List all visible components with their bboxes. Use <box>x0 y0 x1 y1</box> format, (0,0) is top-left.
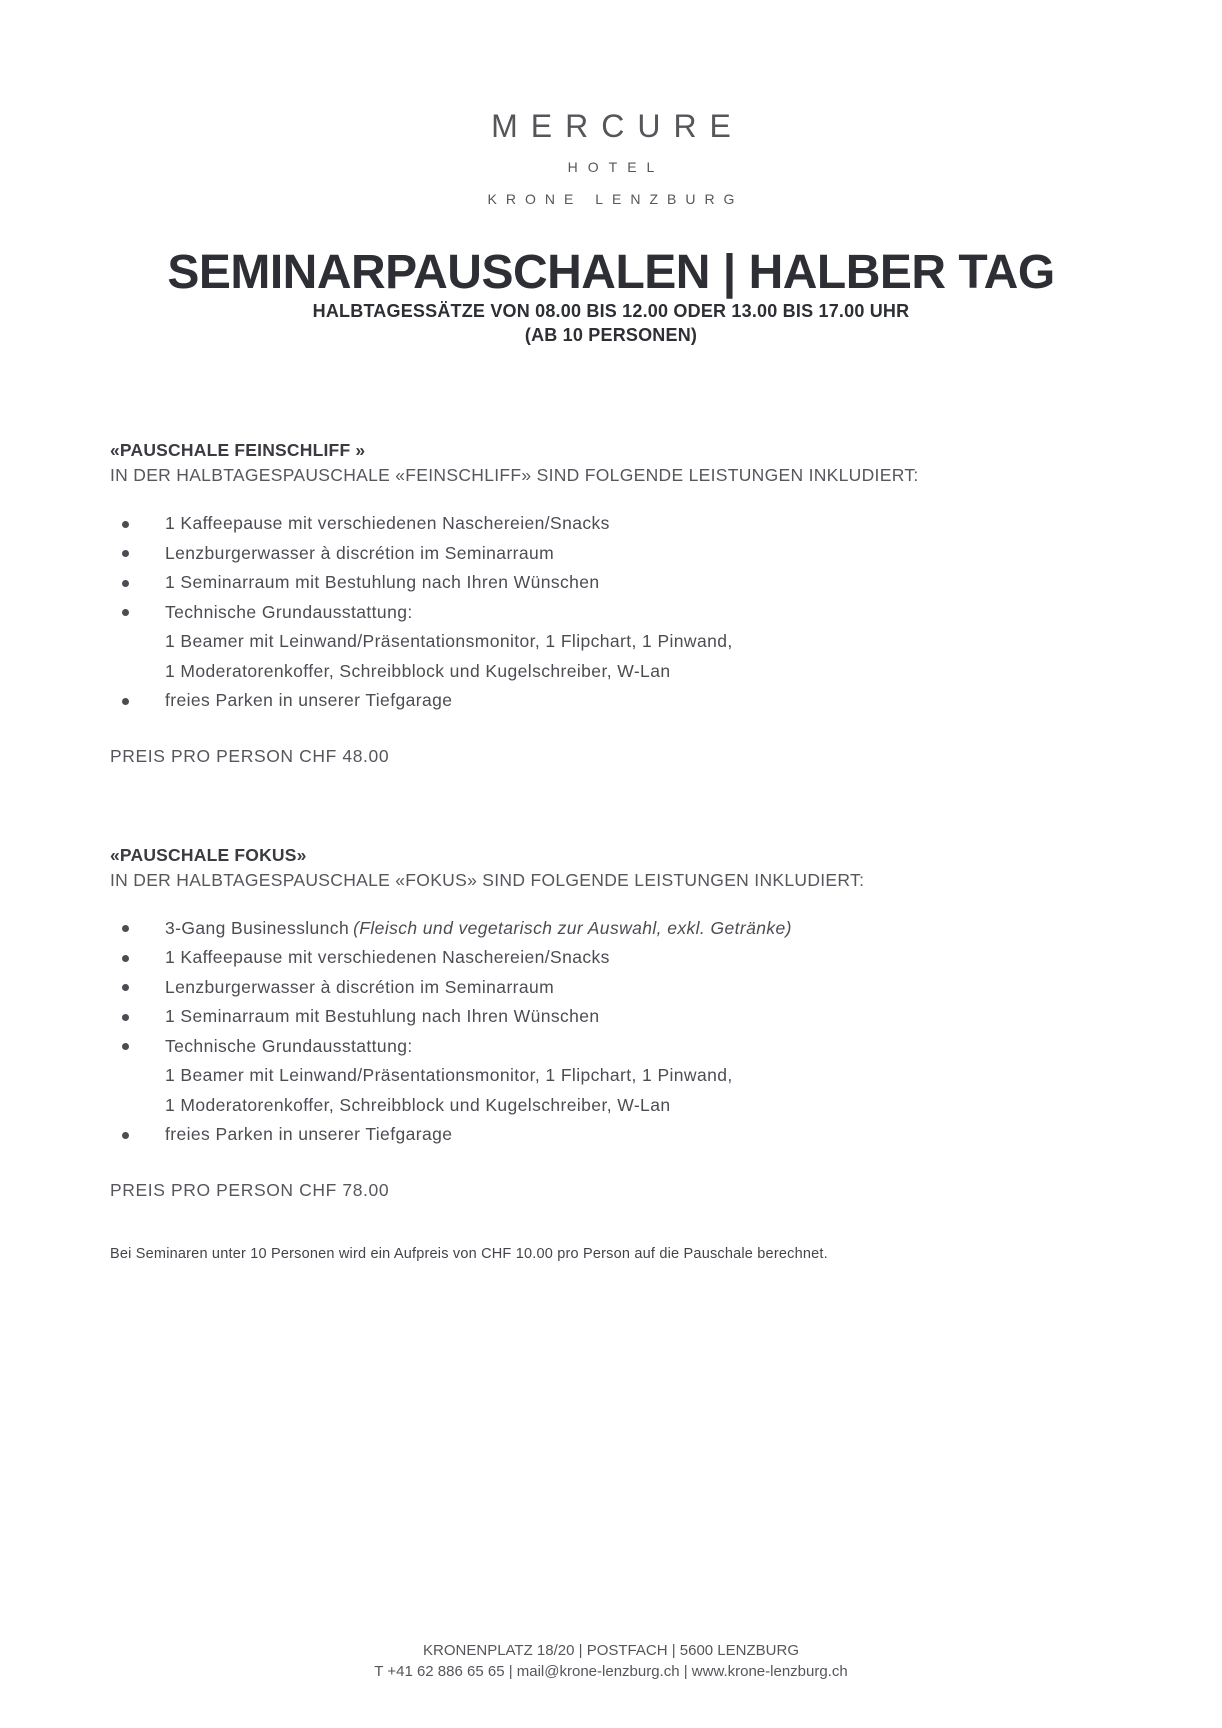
surcharge-note: Bei Seminaren unter 10 Personen wird ein Aufpreis von CHF 10.00 pro Person auf die Pauschale berechnet. <box>110 1246 828 1262</box>
hotel-logo-brand: MERCURE <box>491 108 744 144</box>
bullet-text: 1 Kaffeepause mit verschiedenen Naschereien/Snacks <box>165 947 610 967</box>
bullet-item <box>110 914 1110 944</box>
bullet-item <box>110 1120 1110 1150</box>
bullet-text: 1 Kaffeepause mit verschiedenen Naschereien/Snacks <box>165 513 610 533</box>
bullet-item <box>110 973 1110 1003</box>
bullet-subline: 1 Moderatorenkoffer, Schreibblock und Kugelschreiber, W-Lan <box>165 1094 671 1115</box>
price-per-person: PREIS PRO PERSON CHF 78.00 <box>110 1179 390 1200</box>
bullet-item <box>110 1032 1110 1121</box>
page-title: SEMINARPAUSCHALEN | HALBER TAG <box>167 246 1055 299</box>
bullet-item <box>110 598 1110 687</box>
bullet-subline: 1 Moderatorenkoffer, Schreibblock und Kugelschreiber, W-Lan <box>165 660 671 681</box>
bullet-item <box>110 686 1110 716</box>
page-footer <box>0 1641 1222 1682</box>
bullet-text: 1 Seminarraum mit Bestuhlung nach Ihren Wünschen <box>165 1006 600 1026</box>
included-services-list <box>110 914 1110 1150</box>
section-heading: «PAUSCHALE FEINSCHLIFF » <box>110 440 366 460</box>
section-intro: IN DER HALBTAGESPAUSCHALE «FOKUS» SIND FOLGENDE LEISTUNGEN INKLUDIERT: <box>110 869 865 890</box>
bullet-item <box>110 1002 1110 1032</box>
section-heading: «PAUSCHALE FOKUS» <box>110 844 307 865</box>
bullet-text-italic: (Fleisch und vegetarisch zur Auswahl, exkl. Getränke) <box>353 917 792 938</box>
bullet-text: 3-Gang Businesslunch <box>165 917 350 938</box>
bullet-subline: 1 Beamer mit Leinwand/Präsentationsmonitor, 1 Flipchart, 1 Pinwand, <box>165 1065 733 1085</box>
page-subtitle-times: HALBTAGESSÄTZE VON 08.00 BIS 12.00 ODER 13.00 BIS 17.00 UHR <box>312 301 910 321</box>
bullet-text: Technische Grundausstattung: <box>165 601 413 622</box>
bullet-item <box>110 539 1110 569</box>
hotel-logo-type: HOTEL <box>567 159 665 175</box>
price-per-person: PREIS PRO PERSON CHF 48.00 <box>110 745 390 766</box>
package-section <box>110 438 1110 769</box>
bullet-text: Lenzburgerwasser à discrétion im Seminarraum <box>165 976 555 997</box>
bullet-item <box>110 568 1110 598</box>
section-intro: IN DER HALBTAGESPAUSCHALE «FEINSCHLIFF» SIND FOLGENDE LEISTUNGEN INKLUDIERT: <box>110 465 919 485</box>
footer-contact: T +41 62 886 65 65 | mail@krone-lenzburg.ch | www.krone-lenzburg.ch <box>374 1662 848 1680</box>
hotel-logo-property: KRONE LENZBURG <box>487 191 744 207</box>
bullet-text: freies Parken in unserer Tiefgarage <box>165 690 453 710</box>
footer-address: KRONENPLATZ 18/20 | POSTFACH | 5600 LENZBURG <box>423 1642 799 1659</box>
bullet-item <box>110 943 1110 973</box>
bullet-item <box>110 509 1110 539</box>
page-subtitle-persons: (AB 10 PERSONEN) <box>524 325 698 345</box>
bullet-text: Technische Grundausstattung: <box>165 1035 413 1056</box>
bullet-text: freies Parken in unserer Tiefgarage <box>165 1124 453 1144</box>
package-section <box>110 843 1110 1203</box>
bullet-text: Lenzburgerwasser à discrétion im Seminarraum <box>165 542 555 563</box>
package-sections <box>110 438 1110 1277</box>
bullet-text: 1 Seminarraum mit Bestuhlung nach Ihren Wünschen <box>165 572 600 592</box>
included-services-list <box>110 509 1110 716</box>
bullet-subline: 1 Beamer mit Leinwand/Präsentationsmonitor, 1 Flipchart, 1 Pinwand, <box>165 631 733 651</box>
